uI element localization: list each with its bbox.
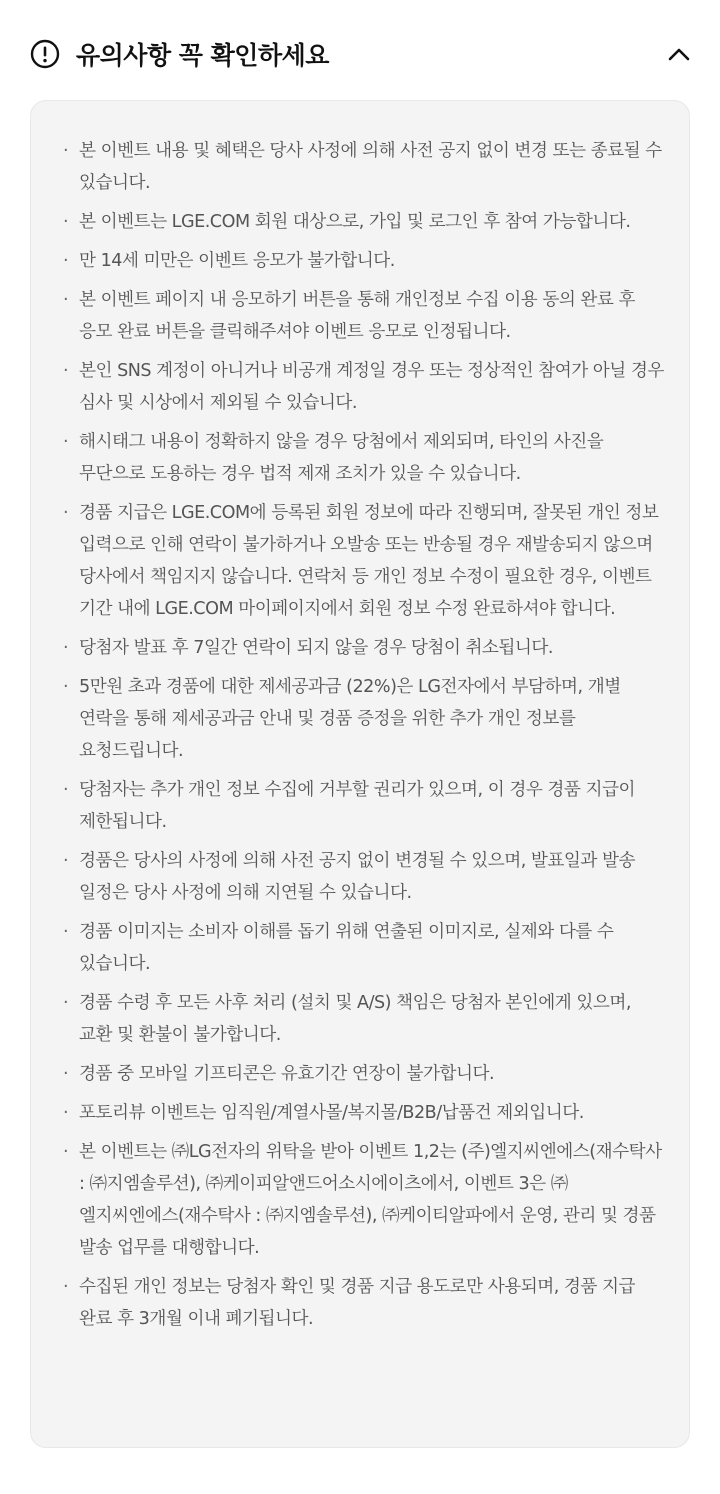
bullet-mark: · [63,638,69,658]
notice-item-text: 본 이벤트는 ㈜LG전자의 위탁을 받아 이벤트 1,2는 (주)엘지씨엔에스(재수탁사 : ㈜지엠솔루션), ㈜케이피알앤드어소시에이츠에서, 이벤트 3은 ㈜엘지씨엔에스(재수탁사 : ㈜지엠솔루션), ㈜케이티알파에서 운영, 관리 및 경품 발송 업무를 대행합니다. [79,1142,662,1258]
notice-item-text: 본 이벤트 내용 및 혜택은 당사 사정에 의해 사전 공지 없이 변경 또는 종료될 수 있습니다. [79,141,662,193]
bullet-mark: · [63,1103,69,1123]
notice-item [63,1136,665,1264]
notice-item [63,426,665,490]
notice-item-text: 당첨자는 추가 개인 정보 수집에 거부할 권리가 있으며, 이 경우 경품 지급이 제한됩니다. [79,780,635,832]
notice-item-text: 수집된 개인 정보는 당첨자 확인 및 경품 지급 용도로만 사용되며, 경품 지급 완료 후 3개월 이내 폐기됩니다. [79,1277,635,1329]
notice-item [63,845,665,909]
alert-circle-icon [30,39,60,69]
notice-item-text: 당첨자 발표 후 7일간 연락이 되지 않을 경우 당첨이 취소됩니다. [79,638,554,658]
notice-item [63,284,665,348]
bullet-mark: · [63,677,69,697]
notice-panel [30,100,690,1448]
notice-item [63,135,665,199]
notice-item [63,987,665,1051]
notice-list [63,135,665,1335]
notice-item [63,671,665,767]
notice-item [63,632,665,664]
notice-item [63,355,665,419]
notice-item-text: 경품은 당사의 사정에 의해 사전 공지 없이 변경될 수 있으며, 발표일과 발송 일정은 당사 사정에 의해 지연될 수 있습니다. [79,851,635,903]
bullet-mark: · [63,1277,69,1297]
notice-item [63,1097,665,1129]
bullet-mark: · [63,212,69,232]
bullet-mark: · [63,251,69,271]
notice-item-text: 경품 이미지는 소비자 이해를 돕기 위해 연출된 이미지로, 실제와 다를 수 있습니다. [79,922,614,974]
notice-accordion-header[interactable] [30,34,692,74]
bullet-mark: · [63,1064,69,1084]
bullet-mark: · [63,432,69,452]
chevron-up-icon[interactable] [666,42,692,66]
notice-title: 유의사항 꼭 확인하세요 [76,41,329,70]
notice-item [63,1271,665,1335]
notice-item-text: 경품 수령 후 모든 사후 처리 (설치 및 A/S) 책임은 당첨자 본인에게 있으며, 교환 및 환불이 불가합니다. [79,993,631,1045]
notice-item [63,774,665,838]
bullet-mark: · [63,780,69,800]
notice-item [63,245,665,277]
bullet-mark: · [63,503,69,523]
bullet-mark: · [63,1142,69,1162]
notice-item-text: 경품 중 모바일 기프티콘은 유효기간 연장이 불가합니다. [79,1064,495,1084]
bullet-mark: · [63,922,69,942]
notice-item [63,206,665,238]
notice-item-text: 해시태그 내용이 정확하지 않을 경우 당첨에서 제외되며, 타인의 사진을 무단으로 도용하는 경우 법적 제재 조치가 있을 수 있습니다. [79,432,604,484]
notice-item-text: 경품 지급은 LGE.COM에 등록된 회원 정보에 따라 진행되며, 잘못된 개인 정보 입력으로 인해 연락이 불가하거나 오발송 또는 반송될 경우 재발송되지 않으며 당사에서 책임지지 않습니다. 연락처 등 개인 정보 수정이 필요한 경우, 이벤트 기간 내에 LGE.COM 마이페이지에서 회원 정보 수정 완료하셔야 합니다. [79,503,659,619]
notice-item [63,1058,665,1090]
notice-item [63,497,665,625]
bullet-mark: · [63,290,69,310]
notice-item-text: 5만원 초과 경품에 대한 제세공과금 (22%)은 LG전자에서 부담하며, 개별 연락을 통해 제세공과금 안내 및 경품 증정을 위한 추가 개인 정보를 요청드립니다. [79,677,621,761]
bullet-mark: · [63,851,69,871]
notice-item-text: 본인 SNS 계정이 아니거나 비공개 계정일 경우 또는 정상적인 참여가 아닐 경우 심사 및 시상에서 제외될 수 있습니다. [79,361,664,413]
bullet-mark: · [63,993,69,1013]
notice-item-text: 포토리뷰 이벤트는 임직원/계열사몰/복지몰/B2B/납품건 제외입니다. [79,1103,584,1123]
notice-item-text: 본 이벤트는 LGE.COM 회원 대상으로, 가입 및 로그인 후 참여 가능합니다. [79,212,631,232]
bullet-mark: · [63,141,69,161]
notice-item [63,916,665,980]
notice-item-text: 본 이벤트 페이지 내 응모하기 버튼을 통해 개인정보 수집 이용 동의 완료 후 응모 완료 버튼을 클릭해주셔야 이벤트 응모로 인정됩니다. [79,290,635,342]
notice-item-text: 만 14세 미만은 이벤트 응모가 불가합니다. [79,251,395,271]
bullet-mark: · [63,361,69,381]
